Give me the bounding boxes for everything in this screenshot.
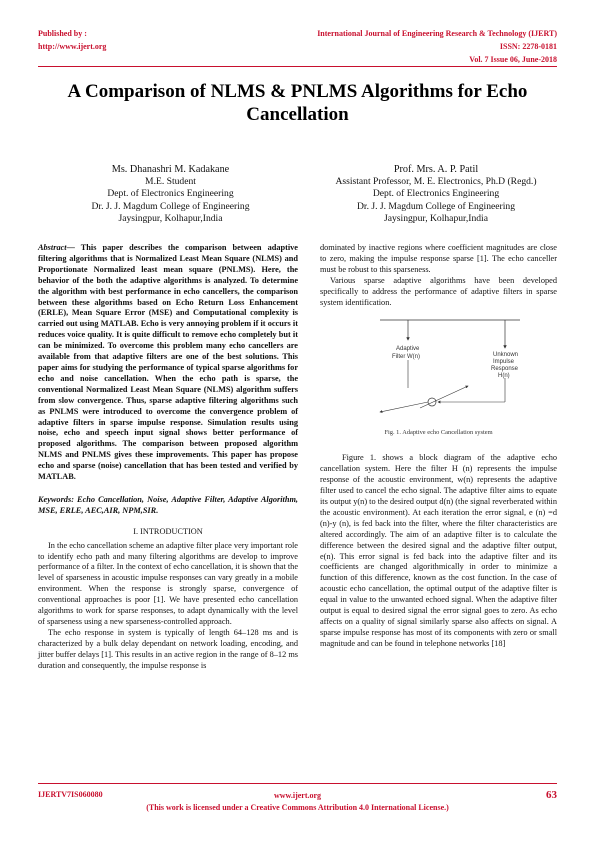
section-heading: I. INTRODUCTION [133, 526, 203, 536]
author-line: Dr. J. J. Magdum College of Engineering [356, 200, 515, 212]
label-impulse: Impulse [493, 359, 515, 366]
published-by: Published by : [38, 29, 87, 38]
author-line: Jaysingpur, Kolhapur,India [384, 212, 488, 224]
label-response: Response [491, 366, 519, 373]
paragraph: dominated by inactive regions where coefficient magnitudes are close to zero, making the impulse response sparse [1]. The echo canceller must be robust to this sparseness. [320, 243, 557, 274]
footer-rule [38, 783, 557, 784]
author-line: Assistant Professor, M. E. Electronics, Ph.D (Regd.) [335, 176, 537, 188]
author-line: M.E. Student [145, 176, 196, 188]
header-right [317, 27, 557, 66]
summing-junction [428, 398, 436, 406]
block-diagram-svg [320, 316, 557, 424]
paragraph: Various sparse adaptive algorithms have been developed specifically to address the performance of adaptive filters in sparse system identification. [320, 275, 557, 307]
error-output-line [380, 402, 428, 412]
author-line: Jaysingpur, Kolhapur,India [118, 212, 223, 224]
paper-id: IJERTV7IS060080 [38, 790, 103, 799]
paragraph: The echo response in system is typically of length 64–128 ms and is characterized by a bulk delay dependant on network loading, encoding, and jitter buffer delays [1]. This results in an active region in the range of 8–12 ms duration and consequently, the impulse response is [38, 627, 298, 670]
footer-url-link[interactable]: www.ijert.org [273, 791, 322, 800]
page-number: 63 [546, 789, 557, 801]
header-rule [38, 66, 557, 67]
journal-name: International Journal of Engineering Research & Technology (IJERT) [317, 29, 557, 38]
abstract [38, 243, 298, 483]
label-filter: Filter W(n) [392, 354, 420, 361]
paragraph: Figure 1. shows a block diagram of the adaptive echo cancellation system. Here the filter H (n) represents the impulse response of the acoustic environment, w(n) represents the adaptive filter used to cancel the echo signal. The adaptive filter aims to equate its output y(n) to the desired output d(n) (the signal reverberated within the acoustic environment). At each iteration the error signal, e (n) =d (n)-y (n), is fed back into the filter, where the filter characteristics are altered accordingly. The aim of an adaptive filter is to calculate the difference between the desired signal and the adaptive filter output, e(n). This error signal is fed back into the adaptive filter and its coefficients are changed algorithmically in order to minimize a function of this difference, known as the cost function. In the case of acoustic echo cancellation, the optimal output of the adaptive filter is equal in value to the unwanted echoed signal. When the adaptive filter output is equal to desired signal the error signal goes to zero. As echo affects on a quality of signal similarly sparse also affects on signal. A sparse impulse response has most of its components with zero or small magnitude and can be found in telephone networks [18] [320, 453, 557, 648]
header-left [38, 27, 106, 53]
author-line: Dept. of Electronics Engineering [107, 188, 234, 200]
journal-url-link[interactable]: http://www.ijert.org [38, 42, 107, 51]
issn: ISSN: 2278-0181 [499, 42, 557, 51]
author-block-2 [316, 164, 556, 225]
error-feedback-line [420, 386, 468, 408]
figure-block-diagram [320, 316, 557, 424]
figure-caption: Fig. 1. Adaptive echo Cancellation system [384, 429, 493, 437]
label-adaptive: Adaptive [396, 346, 420, 353]
left-column [38, 243, 298, 672]
abstract-label: Abstract— [38, 243, 75, 252]
author-block-1 [38, 164, 303, 225]
volume-issue: Vol. 7 Issue 06, June-2018 [469, 55, 557, 64]
author-line: Dept. of Electronics Engineering [372, 188, 500, 200]
author-name: Ms. Dhanashri M. Kadakane [111, 164, 230, 175]
paper-title: A Comparison of NLMS & PNLMS Algorithms for Echo Cancellation [67, 81, 528, 125]
author-line: Dr. J. J. Magdum College of Engineering [91, 200, 250, 212]
label-unknown: Unknown [493, 352, 519, 359]
paragraph: In the echo cancellation scheme an adaptive filter place very important role to identify echo path and many filtering algorithms are develop to improve performance of a filter. In the context of echo cancellation, it is shown that the level of sparseness in acoustic impulse responses can vary greatly in a mobile environment. When the response is strongly sparse, convergence of conventional approaches is poor [1]. We have presented echo cancellation algorithms to work for sparse responses, to adapt dynamically with the level of sparseness using a new sparseness-controlled approach. [38, 540, 298, 626]
author-name: Prof. Mrs. A. P. Patil [393, 164, 479, 175]
right-column [320, 243, 557, 650]
footer-center [38, 790, 557, 814]
label-hn: H(n) [498, 373, 510, 380]
license-text: (This work is licensed under a Creative Commons Attribution 4.0 International License.) [146, 803, 449, 812]
abstract-text: This paper describes the comparison between adaptive filtering algorithms that is Normalized Least Mean Square (NLMS) and Proportionate Normalized least mean square (PNLMS). Here, the behavior of the both the adaptive algorithms is analyzed. To determine the algorithm with best performance in echo cancellers, the comparison between these algorithms based on Echo Return Loss Enhancement (ERLE), Mean Square Error (MSE) and Computational complexity is carried out using MATLAB. Echo is very annoying problem if it occurs it reduces voice quality. It is quite difficult to remove echo completely but it can be minimized. To overcome this problem many echo cancellers are available from that adaptive filters are one of the best solutions. This paper aims for studying the performance of typical sparse algorithms for echo and noise cancellation. When the echo path is sparse, the conventional Normalized Least Mean Square (NLMS) algorithm suffers from slow convergence. Thus, sparse adaptive filtering algorithms such as PNLMS were introduced to overcome the convergence problem of adaptive filters in sparse impulse response. Simulation results using noise, echo and speech input signal shows better performance of proposed algorithms. The comparison between proposed algorithm NLMS and PNLMS gives these improvements. This paper has propose echo and sparse (noise) cancellation that has been tested and verified by MATLAB. [38, 243, 298, 482]
keywords: Keywords: Echo Cancellation, Noise, Adaptive Filter, Adaptive Algorithm, MSE, ERLE, AEC,AIR, NPM,SIR. [38, 494, 298, 515]
